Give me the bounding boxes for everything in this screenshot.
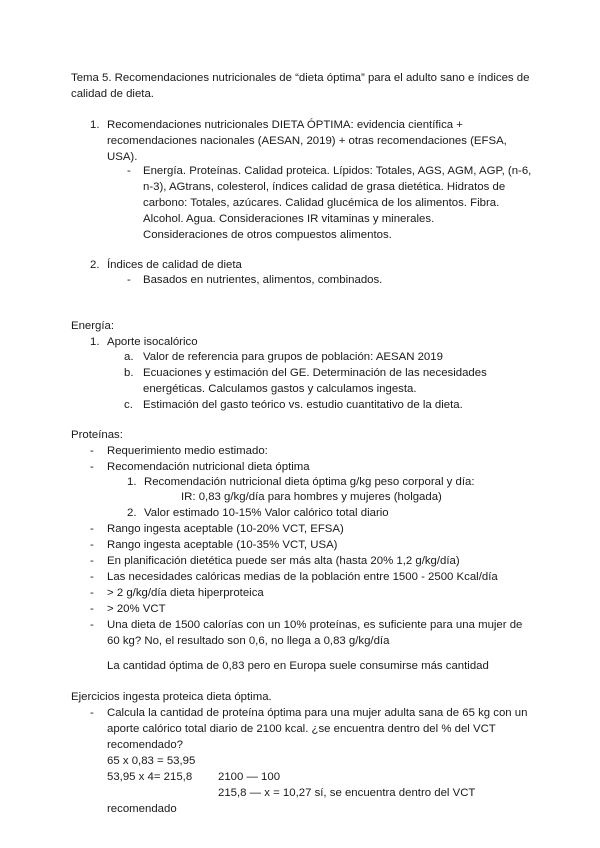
- list-item-text: > 20% VCT: [107, 603, 166, 615]
- list-item-text: 60 kg? No, el resultado son 0,6, no llega a 0,83 g/kg/día: [107, 635, 390, 647]
- list-item-text: recomendaciones nacionales (AESAN, 2019) + otras recomendaciones (EFSA,: [107, 135, 507, 147]
- list-item-text: Valor de referencia para grupos de población: AESAN 2019: [143, 351, 443, 363]
- list-marker: a.: [124, 351, 134, 363]
- list-marker: c.: [124, 399, 133, 411]
- list-item-text: aporte calórico total diario de 2100 kcal. ¿se encuentra dentro del % del VCT: [107, 723, 496, 735]
- list-marker: 1.: [90, 119, 100, 131]
- list-item-text: > 2 g/kg/día dieta hiperproteica: [107, 587, 264, 599]
- list-marker: -: [90, 587, 94, 599]
- section-heading-ejercicios: Ejercicios ingesta proteica dieta óptima.: [71, 691, 272, 703]
- list-item-text: Recomendación nutricional dieta óptima g/kg peso corporal y día:: [144, 476, 475, 488]
- list-item-text: Valor estimado 10-15% Valor calórico total diario: [144, 507, 389, 519]
- list-item-text: Requerimiento medio estimado:: [107, 445, 268, 457]
- calc-line: 53,95 x 4= 215,8: [107, 771, 193, 783]
- section-heading-proteinas: Proteínas:: [71, 429, 123, 441]
- list-item-text: Ecuaciones y estimación del GE. Determinación de las necesidades: [143, 367, 487, 379]
- list-item-text: Rango ingesta aceptable (10-20% VCT, EFSA): [107, 523, 344, 535]
- list-item-text: USA).: [107, 151, 138, 163]
- list-item-text: En planificación dietética puede ser más alta (hasta 20% 1,2 g/kg/día): [107, 555, 460, 567]
- list-marker: 2.: [90, 259, 100, 271]
- calc-line: recomendado: [107, 803, 177, 815]
- list-marker: -: [90, 707, 94, 719]
- list-item-text: IR: 0,83 g/kg/día para hombres y mujeres (holgada): [181, 491, 442, 503]
- list-item-text: Energía. Proteínas. Calidad proteica. Lípidos: Totales, AGS, AGM, AGP, (n-6,: [143, 165, 532, 177]
- list-item-text: Una dieta de 1500 calorías con un 10% proteínas, es suficiente para una mujer de: [107, 619, 523, 631]
- list-marker: -: [127, 165, 131, 177]
- list-marker: -: [90, 445, 94, 457]
- list-marker: -: [127, 274, 131, 286]
- doc-title-line-1: Tema 5. Recomendaciones nutricionales de “dieta óptima” para el adulto sano e índices de: [71, 72, 530, 84]
- list-marker: -: [90, 619, 94, 631]
- list-marker: -: [90, 571, 94, 583]
- list-item-text: Calcula la cantidad de proteína óptima para una mujer adulta sana de 65 kg con un: [107, 707, 528, 719]
- list-item-text: recomendado?: [107, 739, 183, 751]
- note-text: La cantidad óptima de 0,83 pero en Europa suele consumirse más cantidad: [107, 660, 489, 672]
- list-item-text: n-3), AGtrans, colesterol, índices calidad de grasa dietética. Hidratos de: [143, 181, 506, 193]
- list-item-text: Aporte isocalórico: [107, 336, 198, 348]
- list-item-text: Las necesidades calóricas medias de la población entre 1500 - 2500 Kcal/día: [107, 571, 498, 583]
- list-item-text: Rango ingesta aceptable (10-35% VCT, USA): [107, 539, 338, 551]
- list-item-text: Recomendación nutricional dieta óptima: [107, 461, 310, 473]
- list-marker: -: [90, 603, 94, 615]
- list-item-text: carbono: Totales, azúcares. Calidad glucémica de los alimentos. Fibra.: [143, 197, 500, 209]
- calc-line: 215,8 — x = 10,27 sí, se encuentra dentro del VCT: [218, 787, 476, 799]
- list-item-text: Estimación del gasto teórico vs. estudio cuantitativo de la dieta.: [143, 399, 463, 411]
- doc-title-line-2: calidad de dieta.: [71, 88, 154, 100]
- list-marker: 1.: [90, 336, 100, 348]
- list-marker: -: [90, 523, 94, 535]
- list-item-text: energéticas. Calculamos gastos y calculamos ingesta.: [143, 383, 417, 395]
- list-marker: -: [90, 555, 94, 567]
- list-marker: b.: [124, 367, 134, 379]
- list-item-text: Consideraciones de otros compuestos alimentos.: [143, 229, 392, 241]
- list-marker: -: [90, 461, 94, 473]
- calc-line: 65 x 0,83 = 53,95: [107, 755, 196, 767]
- calc-line: 2100 — 100: [218, 771, 281, 783]
- section-heading-energia: Energía:: [71, 320, 115, 332]
- list-marker: 2.: [127, 507, 137, 519]
- list-item-text: Basados en nutrientes, alimentos, combinados.: [143, 274, 383, 286]
- list-item-text: Índices de calidad de dieta: [107, 259, 242, 271]
- list-marker: -: [90, 539, 94, 551]
- list-marker: 1.: [127, 476, 137, 488]
- list-item-text: Recomendaciones nutricionales DIETA ÓPTIMA: evidencia científica +: [107, 119, 463, 131]
- list-item-text: Alcohol. Agua. Consideraciones IR vitaminas y minerales.: [143, 213, 435, 225]
